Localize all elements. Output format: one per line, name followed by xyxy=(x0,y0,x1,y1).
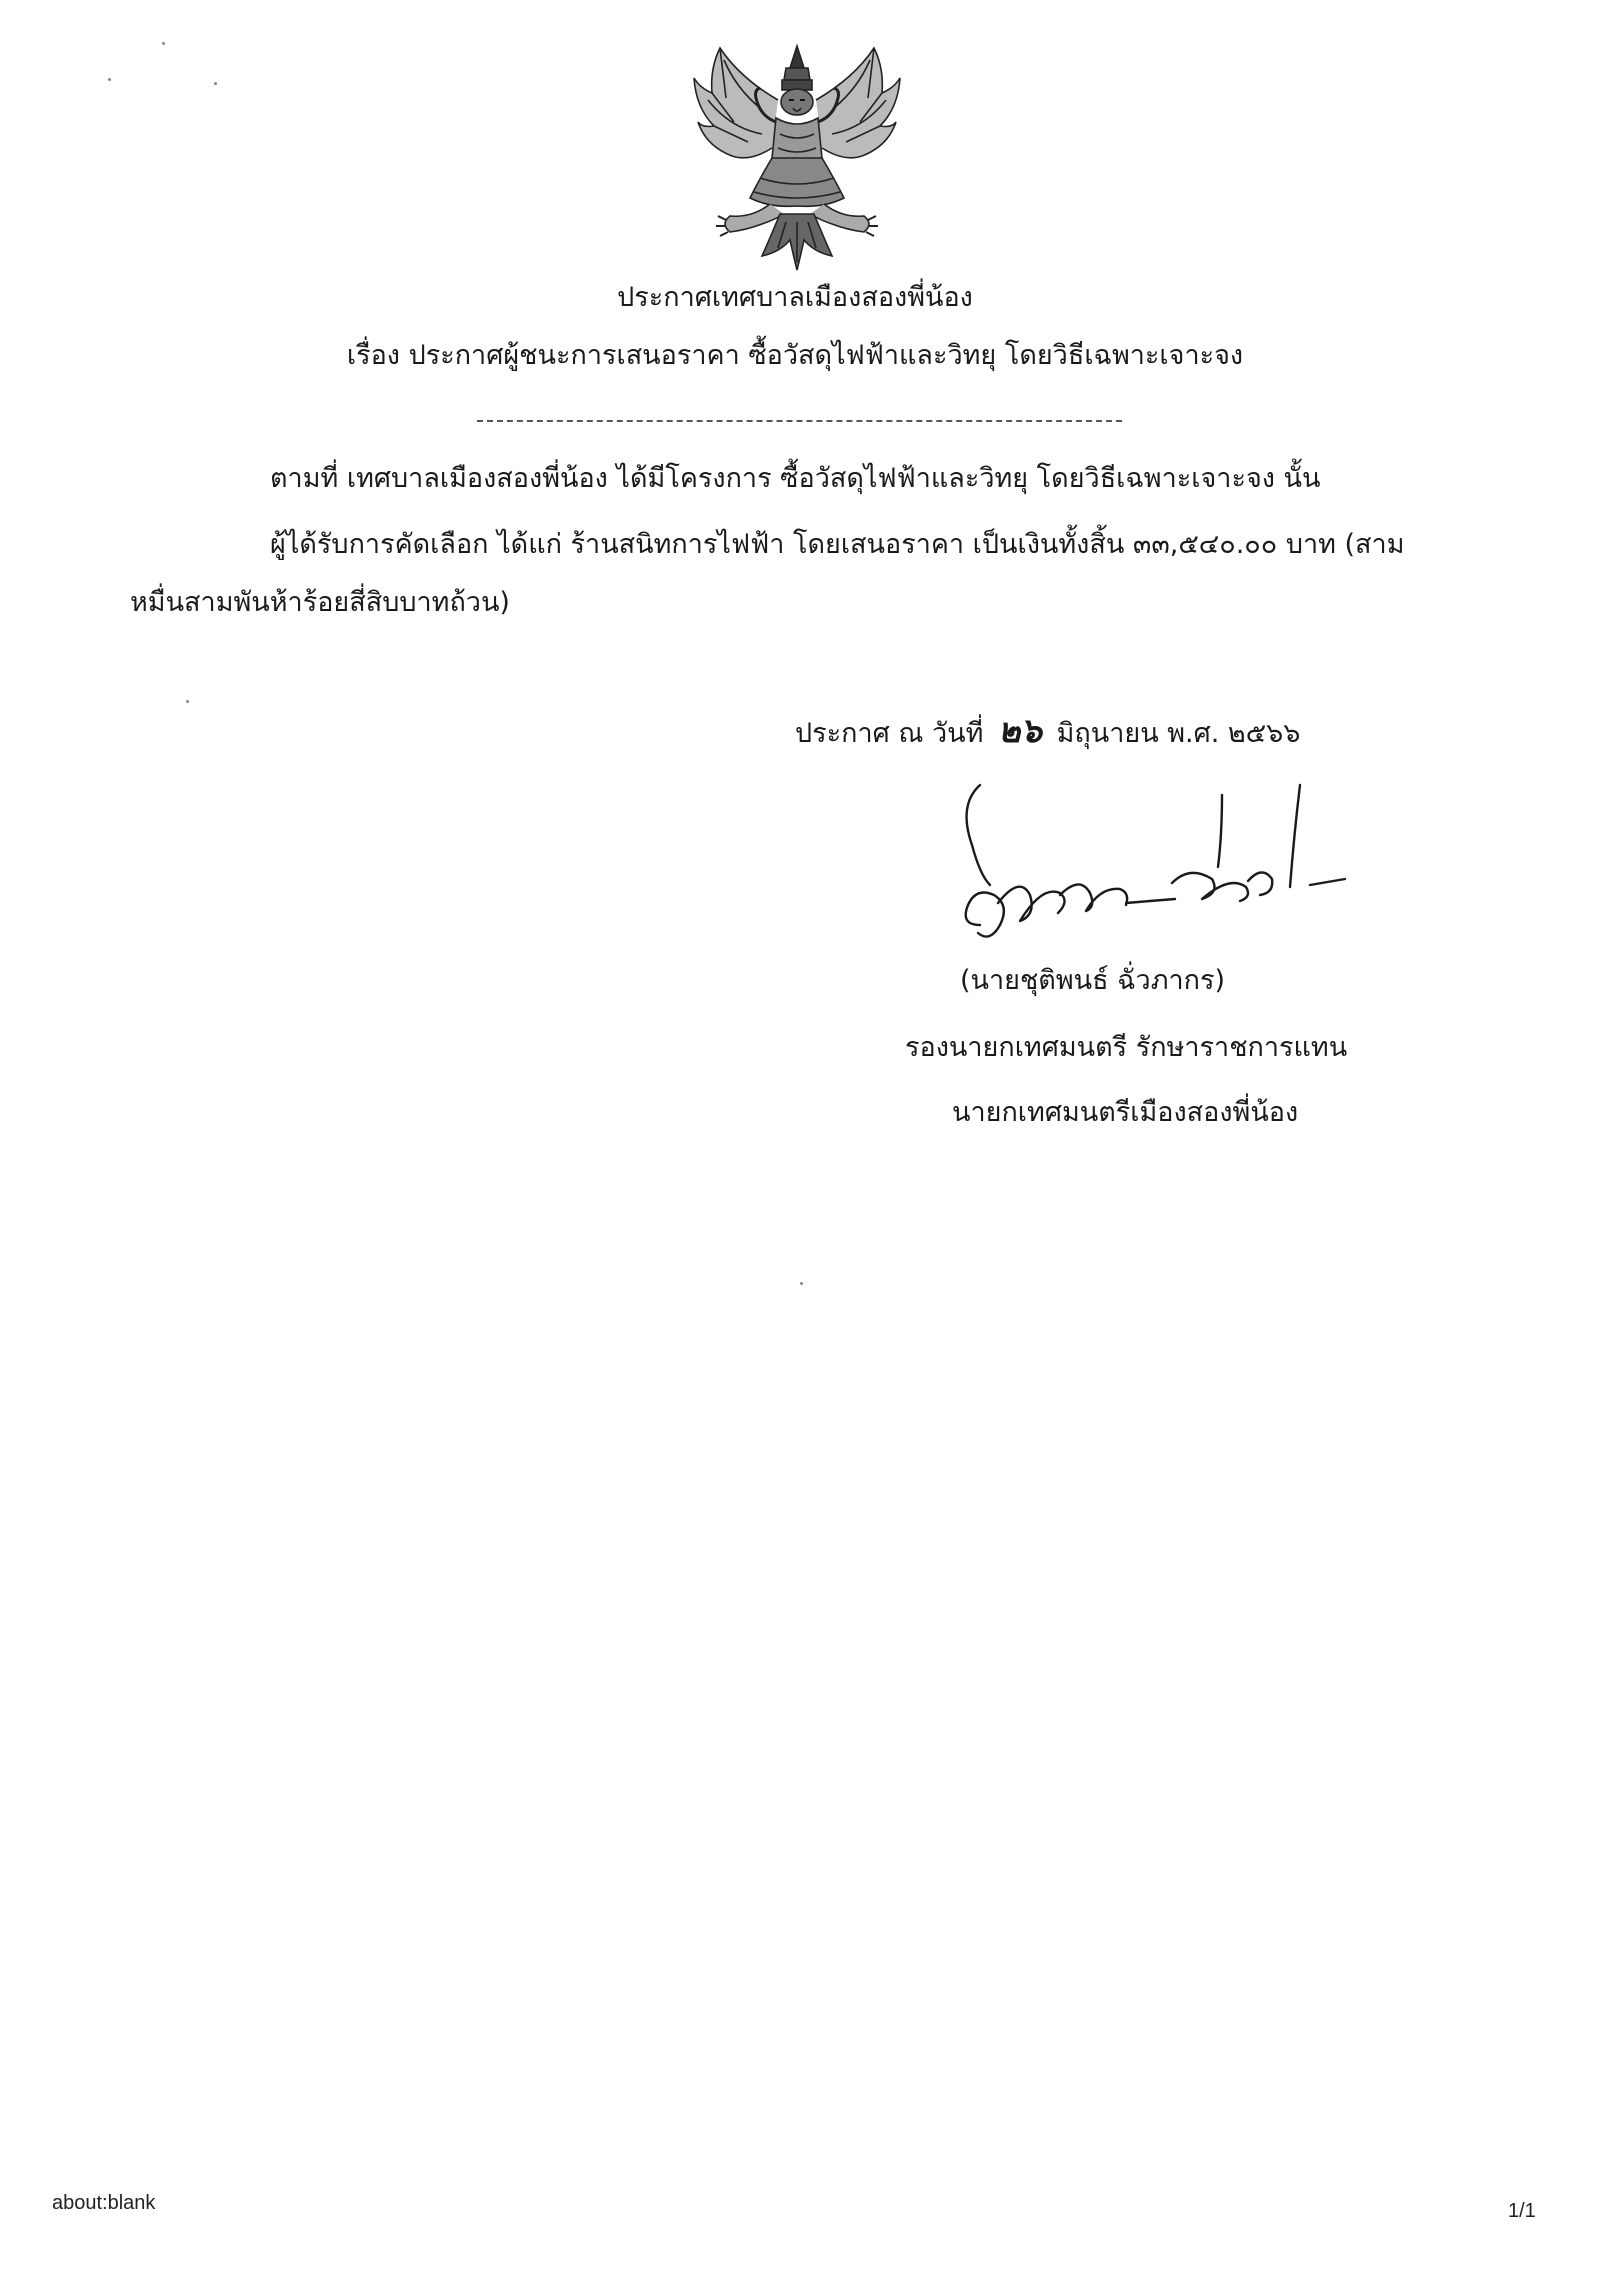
date-prefix: ประกาศ ณ วันที่ xyxy=(795,718,984,749)
scan-speck xyxy=(108,78,111,81)
body-paragraph-1: ตามที่ เทศบาลเมืองสองพี่น้อง ได้มีโครงการ ซื้อวัสดุไฟฟ้าและวิทยุ โดยวิธีเฉพาะเจาะจง นั้น xyxy=(270,463,1321,494)
announcement-date xyxy=(795,711,1300,754)
page-title: ประกาศเทศบาลเมืองสองพี่น้อง xyxy=(617,282,973,313)
date-suffix: มิถุนายน พ.ศ. ๒๕๖๖ xyxy=(1056,718,1301,749)
signatory-name: (นายชุติพนธ์ ฉั่วภากร) xyxy=(960,965,1226,996)
subject-line: เรื่อง ประกาศผู้ชนะการเสนอราคา ซื้อวัสดุไฟฟ้าและวิทยุ โดยวิธีเฉพาะเจาะจง xyxy=(346,340,1244,371)
scan-speck xyxy=(186,700,189,703)
scan-speck xyxy=(800,1282,803,1285)
footer-url: about:blank xyxy=(52,2192,156,2214)
scan-speck xyxy=(162,42,165,45)
signatory-position: รองนายกเทศมนตรี รักษาราชการแทน xyxy=(905,1032,1348,1063)
date-day: ๒๖ xyxy=(998,711,1043,751)
scan-speck xyxy=(214,82,217,85)
footer-page-number: 1/1 xyxy=(1508,2200,1536,2222)
divider xyxy=(477,420,1122,422)
body-paragraph-2-line-1: ผู้ได้รับการคัดเลือก ได้แก่ ร้านสนิทการไฟฟ้า โดยเสนอราคา เป็นเงินทั้งสิ้น ๓๓,๕๔๐.๐๐ บาท (สาม xyxy=(270,529,1405,560)
body-paragraph-2-line-2: หมื่นสามพันห้าร้อยสี่สิบบาทถ้วน) xyxy=(130,587,510,618)
signatory-position-2: นายกเทศมนตรีเมืองสองพี่น้อง xyxy=(952,1097,1299,1128)
signature-icon xyxy=(950,775,1350,945)
garuda-emblem-icon xyxy=(690,38,905,276)
